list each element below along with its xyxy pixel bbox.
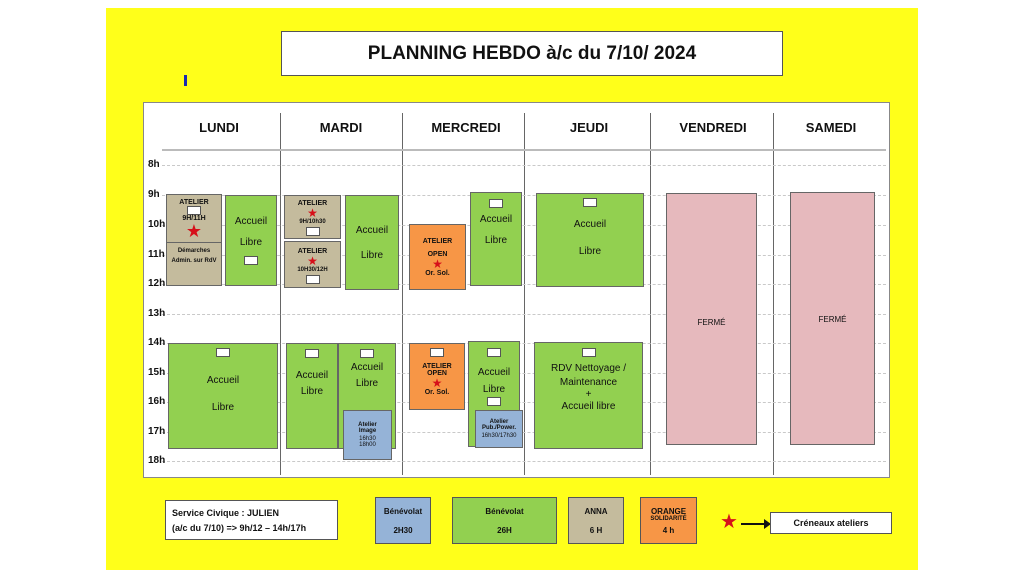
column-separator	[524, 113, 525, 475]
block-title: ATELIER	[179, 199, 209, 206]
block-label: Accueil	[479, 214, 513, 225]
arrow-icon	[741, 523, 765, 525]
block-label: Accueil	[573, 219, 607, 230]
block-jeudi-rdv	[534, 342, 643, 449]
checkbox-square	[430, 348, 444, 357]
day-header-lundi: LUNDI	[199, 120, 239, 135]
legend-benevolat-blue	[375, 497, 431, 544]
hour-label: 13h	[148, 308, 166, 319]
hour-label: 18h	[148, 455, 166, 466]
block-label: Or. Sol.	[424, 389, 450, 396]
block-label: Libre	[484, 235, 508, 246]
legend-hours: 6 H	[589, 525, 603, 535]
block-mardi-accueil-pm-1	[286, 343, 338, 449]
block-time: 16h30/17h30	[481, 433, 517, 439]
day-header-mercredi: MERCREDI	[431, 120, 501, 135]
block-label: Or. Sol.	[425, 269, 450, 277]
block-label: RDV Nettoyage /	[550, 363, 627, 374]
hour-label: 15h	[148, 367, 166, 378]
block-mardi-accueil-am	[345, 195, 399, 290]
block-label: Libre	[211, 402, 235, 413]
checkbox-square	[306, 275, 320, 284]
page-title: PLANNING HEBDO à/c du 7/10/ 2024	[281, 31, 783, 76]
checkbox-square	[489, 199, 503, 208]
hour-label: 16h	[148, 396, 166, 407]
block-title: ATELIER	[297, 200, 328, 207]
block-mardi-atelier-image	[343, 410, 392, 460]
checkbox-square	[244, 256, 258, 265]
legend-hours: 26H	[497, 525, 512, 535]
block-label: Accueil	[295, 370, 329, 381]
column-separator	[280, 113, 281, 475]
text-cursor	[184, 75, 187, 86]
block-label: Accueil libre	[561, 401, 616, 412]
column-separator	[773, 113, 774, 475]
column-separator	[402, 113, 403, 475]
legend-label: ANNA	[584, 506, 608, 516]
block-label: Accueil	[206, 375, 240, 386]
block-time: 9H/11H	[182, 215, 206, 222]
hour-label: 17h	[148, 426, 166, 437]
day-header-samedi: SAMEDI	[805, 120, 857, 135]
block-label: Libre	[300, 386, 324, 397]
legend-hours: 4 h	[662, 525, 675, 535]
block-time: 10H30/12H	[297, 267, 328, 273]
grid-line	[162, 314, 886, 315]
block-title: ATELIER	[297, 248, 328, 255]
star-icon: ★	[432, 256, 443, 271]
block-mardi-atelier-2	[284, 241, 341, 288]
block-label: Pub./Power.	[481, 425, 516, 431]
checkbox-square	[582, 348, 596, 357]
legend-label: ORANGE	[650, 506, 687, 516]
grid-line	[162, 461, 886, 462]
star-icon: ★	[307, 206, 318, 220]
block-lundi-accueil-pm	[168, 343, 278, 449]
block-mercredi-atelier-pub	[475, 410, 523, 448]
block-mercredi-atelier-am	[409, 224, 466, 290]
block-label: Libre	[355, 378, 379, 389]
hour-label: 10h	[148, 219, 166, 230]
hour-label: 11h	[148, 249, 165, 260]
grid-line	[162, 165, 886, 166]
block-label: Atelier	[358, 422, 377, 428]
star-icon: ★	[185, 221, 203, 241]
block-label: Image	[358, 428, 377, 434]
legend-benevolat-green	[452, 497, 557, 544]
hour-label: 8h	[148, 159, 160, 170]
star-icon: ★	[307, 254, 318, 268]
block-mercredi-accueil-am	[470, 192, 522, 286]
block-time: 16h30	[359, 436, 376, 442]
block-lundi-atelier	[166, 194, 222, 286]
block-label: +	[585, 389, 592, 400]
service-civique-box	[165, 500, 338, 540]
hour-label: 9h	[148, 189, 160, 200]
column-separator	[650, 113, 651, 475]
block-mardi-atelier-1	[284, 195, 341, 239]
checkbox-square	[305, 349, 319, 358]
block-vendredi-ferme	[666, 193, 757, 445]
day-header-jeudi: JEUDI	[569, 120, 609, 135]
creneaux-ateliers-box: Créneaux ateliers	[770, 512, 892, 534]
block-label: Libre	[482, 384, 506, 395]
block-label: Accueil	[234, 216, 268, 227]
block-lundi-accueil-am	[225, 195, 277, 286]
block-label: Atelier	[489, 419, 509, 425]
legend-orange	[640, 497, 697, 544]
service-line: (a/c du 7/10) => 9h/12 – 14h/17h	[172, 523, 307, 533]
star-icon: ★	[431, 376, 443, 390]
day-header-mardi: MARDI	[319, 120, 363, 135]
block-label: Accueil	[355, 224, 389, 236]
checkbox-square	[306, 227, 320, 236]
checkbox-square	[583, 198, 597, 207]
checkbox-square	[487, 348, 501, 357]
legend-sublabel: SOLIDARITÉ	[650, 515, 687, 522]
service-line: Service Civique : JULIEN	[172, 508, 280, 518]
star-icon: ★	[720, 511, 738, 533]
day-header-vendredi: VENDREDI	[679, 120, 747, 135]
block-label: Libre	[360, 249, 384, 261]
block-label: OPEN	[427, 370, 447, 377]
checkbox-square	[360, 349, 374, 358]
hour-label: 14h	[148, 337, 166, 348]
block-mercredi-atelier-pm	[409, 343, 465, 410]
legend-label: Bénévolat	[485, 506, 524, 516]
block-jeudi-accueil-am	[536, 193, 644, 287]
block-note: Démarches Admin. sur RdV	[171, 248, 217, 264]
block-label: Maintenance	[559, 377, 618, 388]
block-label: FERMÉ	[818, 315, 847, 324]
checkbox-square	[216, 348, 230, 357]
grid-line	[162, 149, 886, 151]
block-samedi-ferme	[790, 192, 875, 445]
block-title: ATELIER	[422, 237, 453, 245]
legend-anna	[568, 497, 624, 544]
block-time: 9H/10h30	[299, 219, 326, 225]
block-label: Accueil	[350, 362, 384, 373]
block-time: 18h00	[359, 442, 376, 448]
block-label: Libre	[578, 246, 602, 257]
legend-label: Bénévolat	[383, 506, 423, 516]
legend-hours: 2H30	[393, 525, 413, 535]
block-label: Libre	[239, 237, 263, 248]
block-label: OPEN	[427, 250, 448, 258]
block-title: ATELIER	[422, 363, 452, 370]
checkbox-square	[487, 397, 501, 406]
hour-label: 12h	[148, 278, 166, 289]
checkbox-square	[187, 206, 201, 215]
block-label: FERMÉ	[697, 318, 726, 327]
block-label: Accueil	[477, 367, 511, 378]
